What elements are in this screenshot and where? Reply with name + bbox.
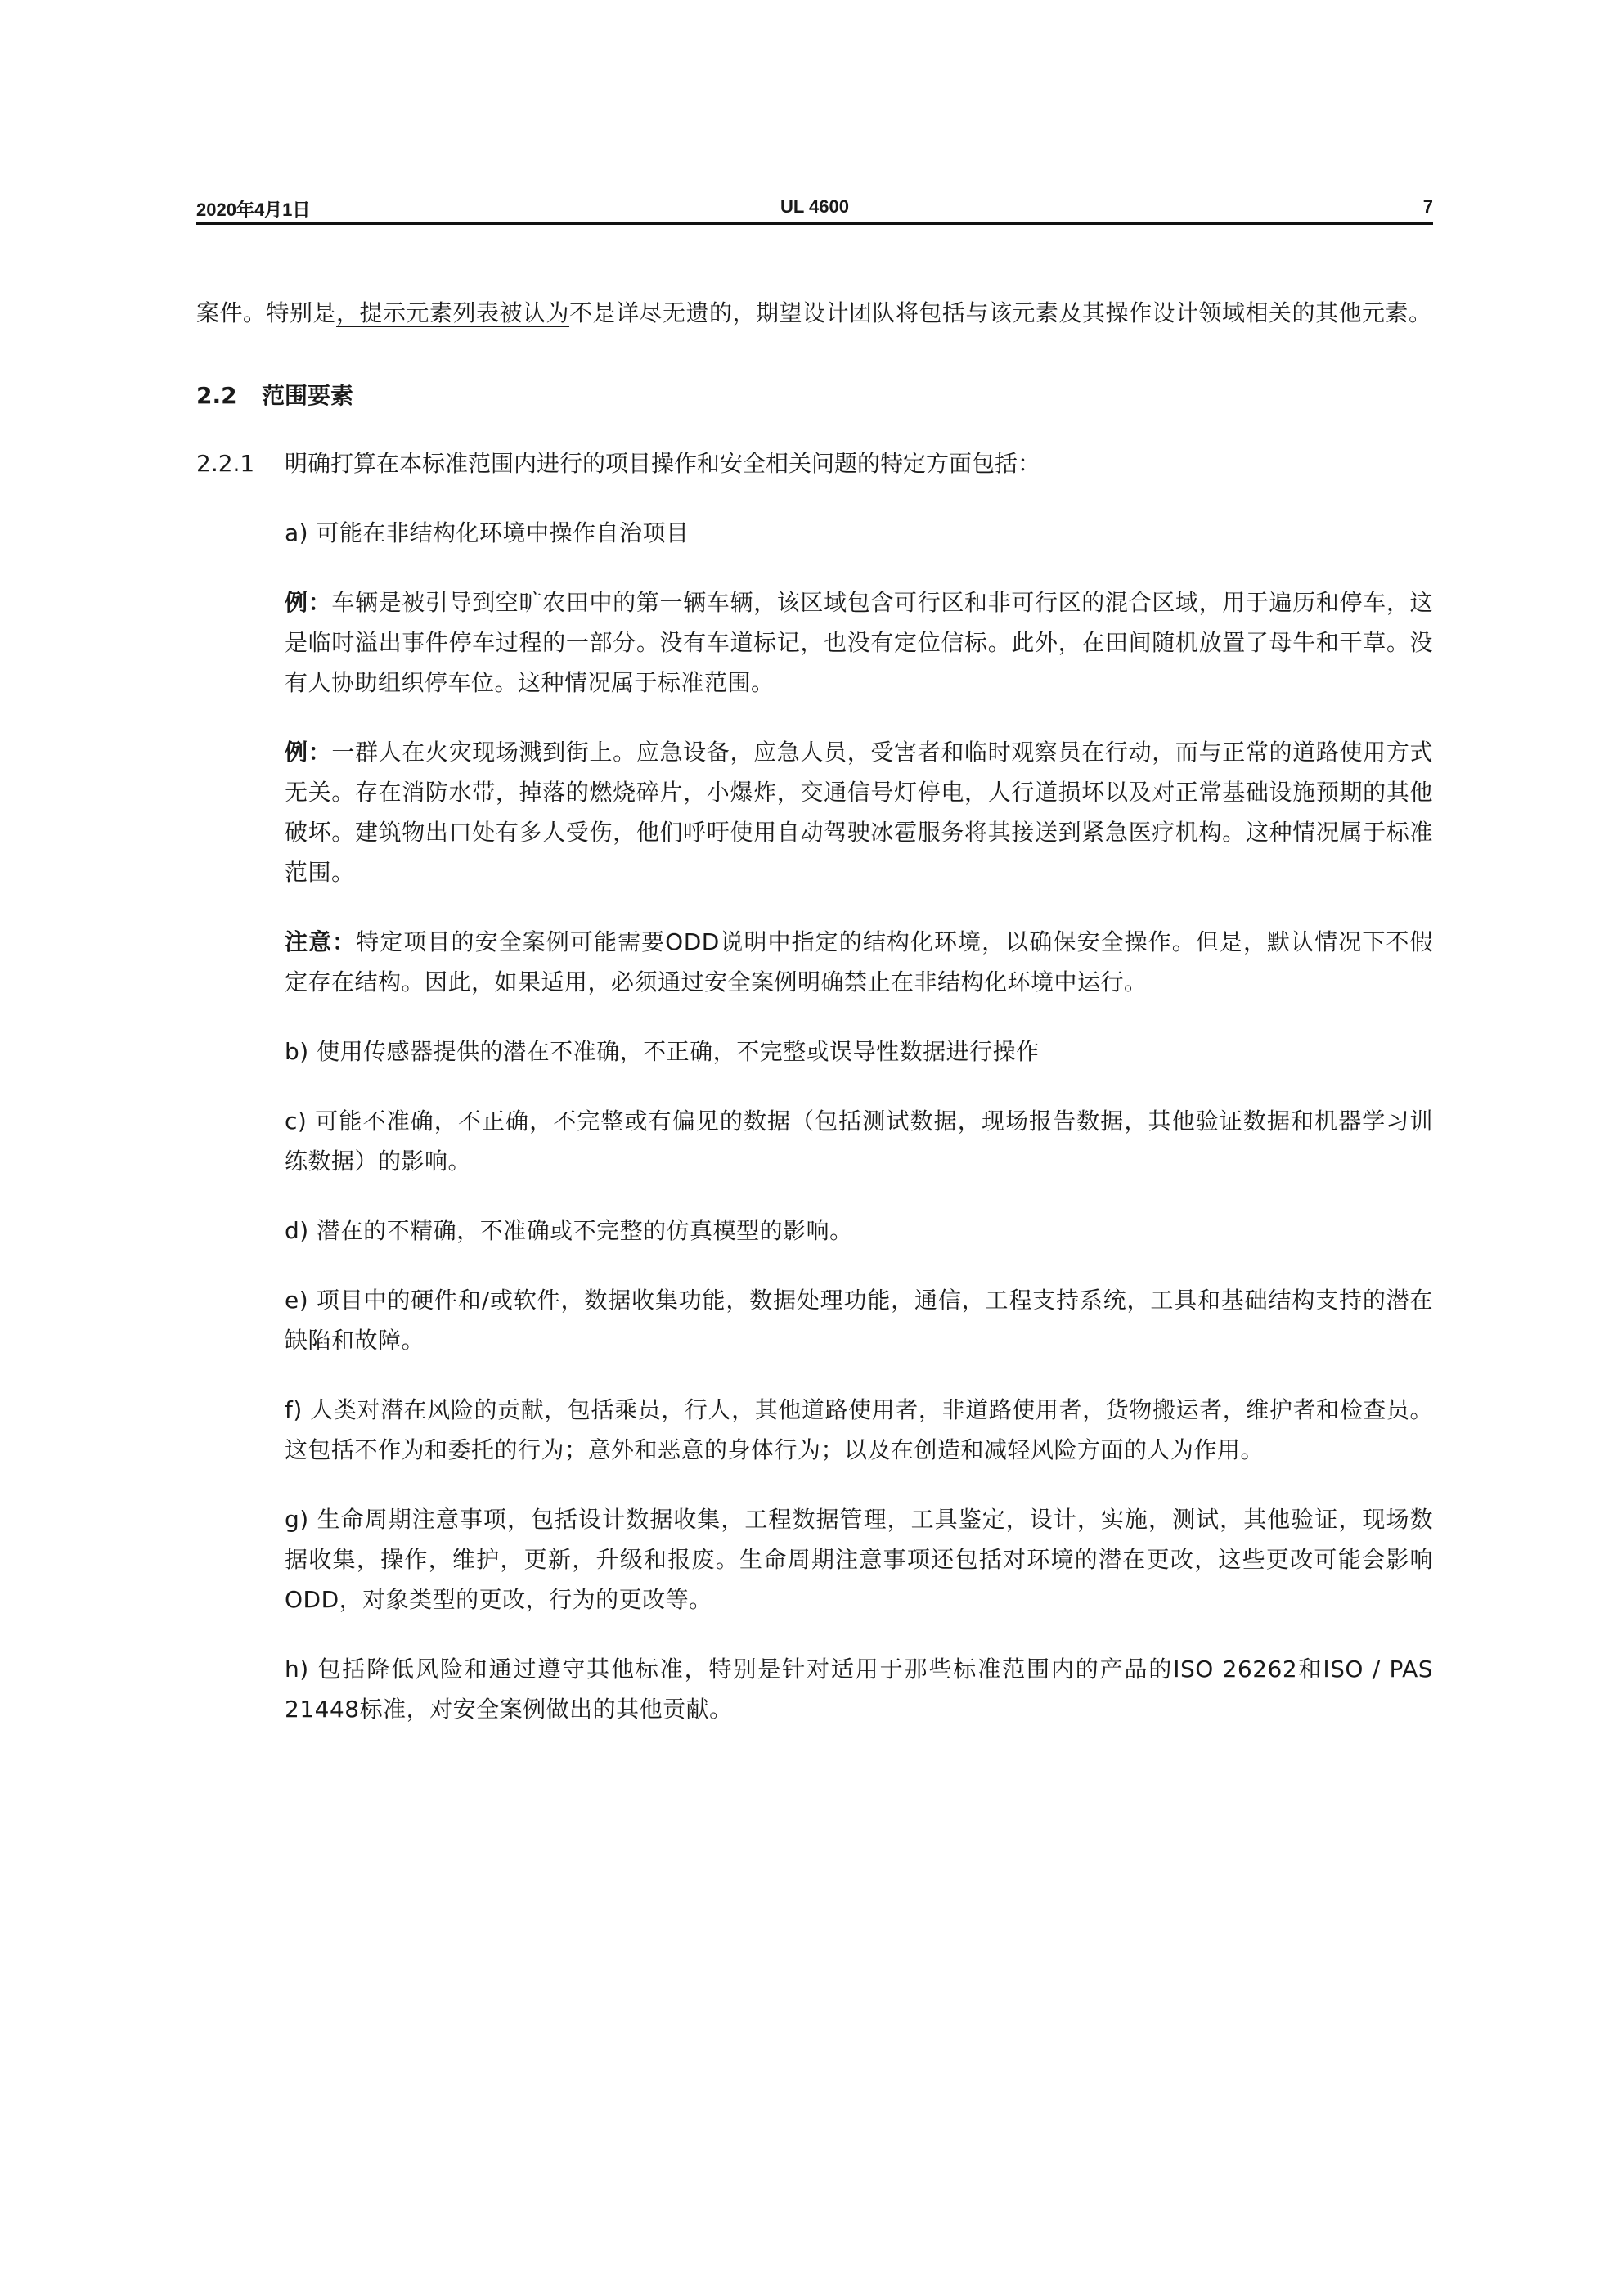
clause-items <box>285 513 1433 1729</box>
intro-underlined-text: ，提示元素列表被认为 <box>336 299 570 326</box>
example-2-text: 一群人在火灾现场溅到街上。应急设备，应急人员，受害者和临时观察员在行动，而与正常的道路使用方式无关。存在消防水带，掉落的燃烧碎片，小爆炸，交通信号灯停电，人行道损坏以及对正常基础设施预期的其他破坏。建筑物出口处有多人受伤，他们呼吁使用自动驾驶冰雹服务将其接送到紧急医疗机构。这种情况属于标准范围。 <box>285 739 1433 886</box>
item-h: h) 包括降低风险和通过遵守其他标准，特别是针对适用于那些标准范围内的产品的ISO 26262和ISO / PAS 21448标准，对安全案例做出的其他贡献。 <box>285 1656 1433 1723</box>
example-2-label: 例： <box>285 739 332 766</box>
item-f: f) 人类对潜在风险的贡献，包括乘员，行人，其他道路使用者，非道路使用者，货物搬运者，维护者和检查员。这包括不作为和委托的行为；意外和恶意的身体行为；以及在创造和减轻风险方面的人为作用。 <box>285 1396 1433 1463</box>
intro-text-part2: 不是详尽无遗的，期望设计团队将包括与该元素及其操作设计领域相关的其他元素。 <box>569 299 1432 326</box>
item-g: g) 生命周期注意事项，包括设计数据收集，工程数据管理，工具鉴定，设计，实施，测试，其他验证，现场数据收集，操作，维护，更新，升级和报废。生命周期注意事项还包括对环境的潜在更改，这些更改可能会影响ODD，对象类型的更改，行为的更改等。 <box>285 1506 1433 1613</box>
header-date: 2020年4月1日 <box>196 200 311 220</box>
section-number: 2.2 <box>196 382 237 409</box>
item-d: d) 潜在的不精确，不准确或不完整的仿真模型的影响。 <box>285 1217 853 1244</box>
intro-text-part1: 案件。特别是 <box>196 299 337 326</box>
section-title: 范围要素 <box>262 382 354 409</box>
header-page-number: 7 <box>1422 196 1433 217</box>
section-heading <box>196 375 1433 416</box>
item-b: b) 使用传感器提供的潜在不准确，不正确，不完整或误导性数据进行操作 <box>285 1038 1040 1065</box>
example-1-text: 车辆是被引导到空旷农田中的第一辆车辆，该区域包含可行区和非可行区的混合区域，用于遍历和停车，这是临时溢出事件停车过程的一部分。没有车道标记，也没有定位信标。此外，在田间随机放置了母牛和干草。没有人协助组织停车位。这种情况属于标准范围。 <box>285 589 1433 696</box>
note-label: 注意： <box>285 928 357 955</box>
clause-number: 2.2.1 <box>196 450 255 477</box>
clause-text: 明确打算在本标准范围内进行的项目操作和安全相关问题的特定方面包括： <box>285 450 1041 477</box>
example-1-label: 例： <box>285 589 332 616</box>
document-body <box>196 293 1433 1729</box>
example-2 <box>285 732 1433 892</box>
note <box>285 922 1433 1002</box>
item-e: e) 项目中的硬件和/或软件，数据收集功能，数据处理功能，通信，工程支持系统，工具和基础结构支持的潜在缺陷和故障。 <box>285 1287 1433 1354</box>
example-1 <box>285 582 1433 703</box>
header-standard: UL 4600 <box>780 196 849 217</box>
clause-2-2-1 <box>196 443 1433 483</box>
intro-paragraph <box>196 293 1433 333</box>
item-a: a) 可能在非结构化环境中操作自治项目 <box>285 519 690 546</box>
item-c: c) 可能不准确，不正确，不完整或有偏见的数据（包括测试数据，现场报告数据，其他验证数据和机器学习训练数据）的影响。 <box>285 1108 1433 1175</box>
note-text: 特定项目的安全案例可能需要ODD说明中指定的结构化环境，以确保安全操作。但是，默认情况下不假定存在结构。因此，如果适用，必须通过安全案例明确禁止在非结构化环境中运行。 <box>285 928 1433 995</box>
page-header <box>196 193 1433 225</box>
